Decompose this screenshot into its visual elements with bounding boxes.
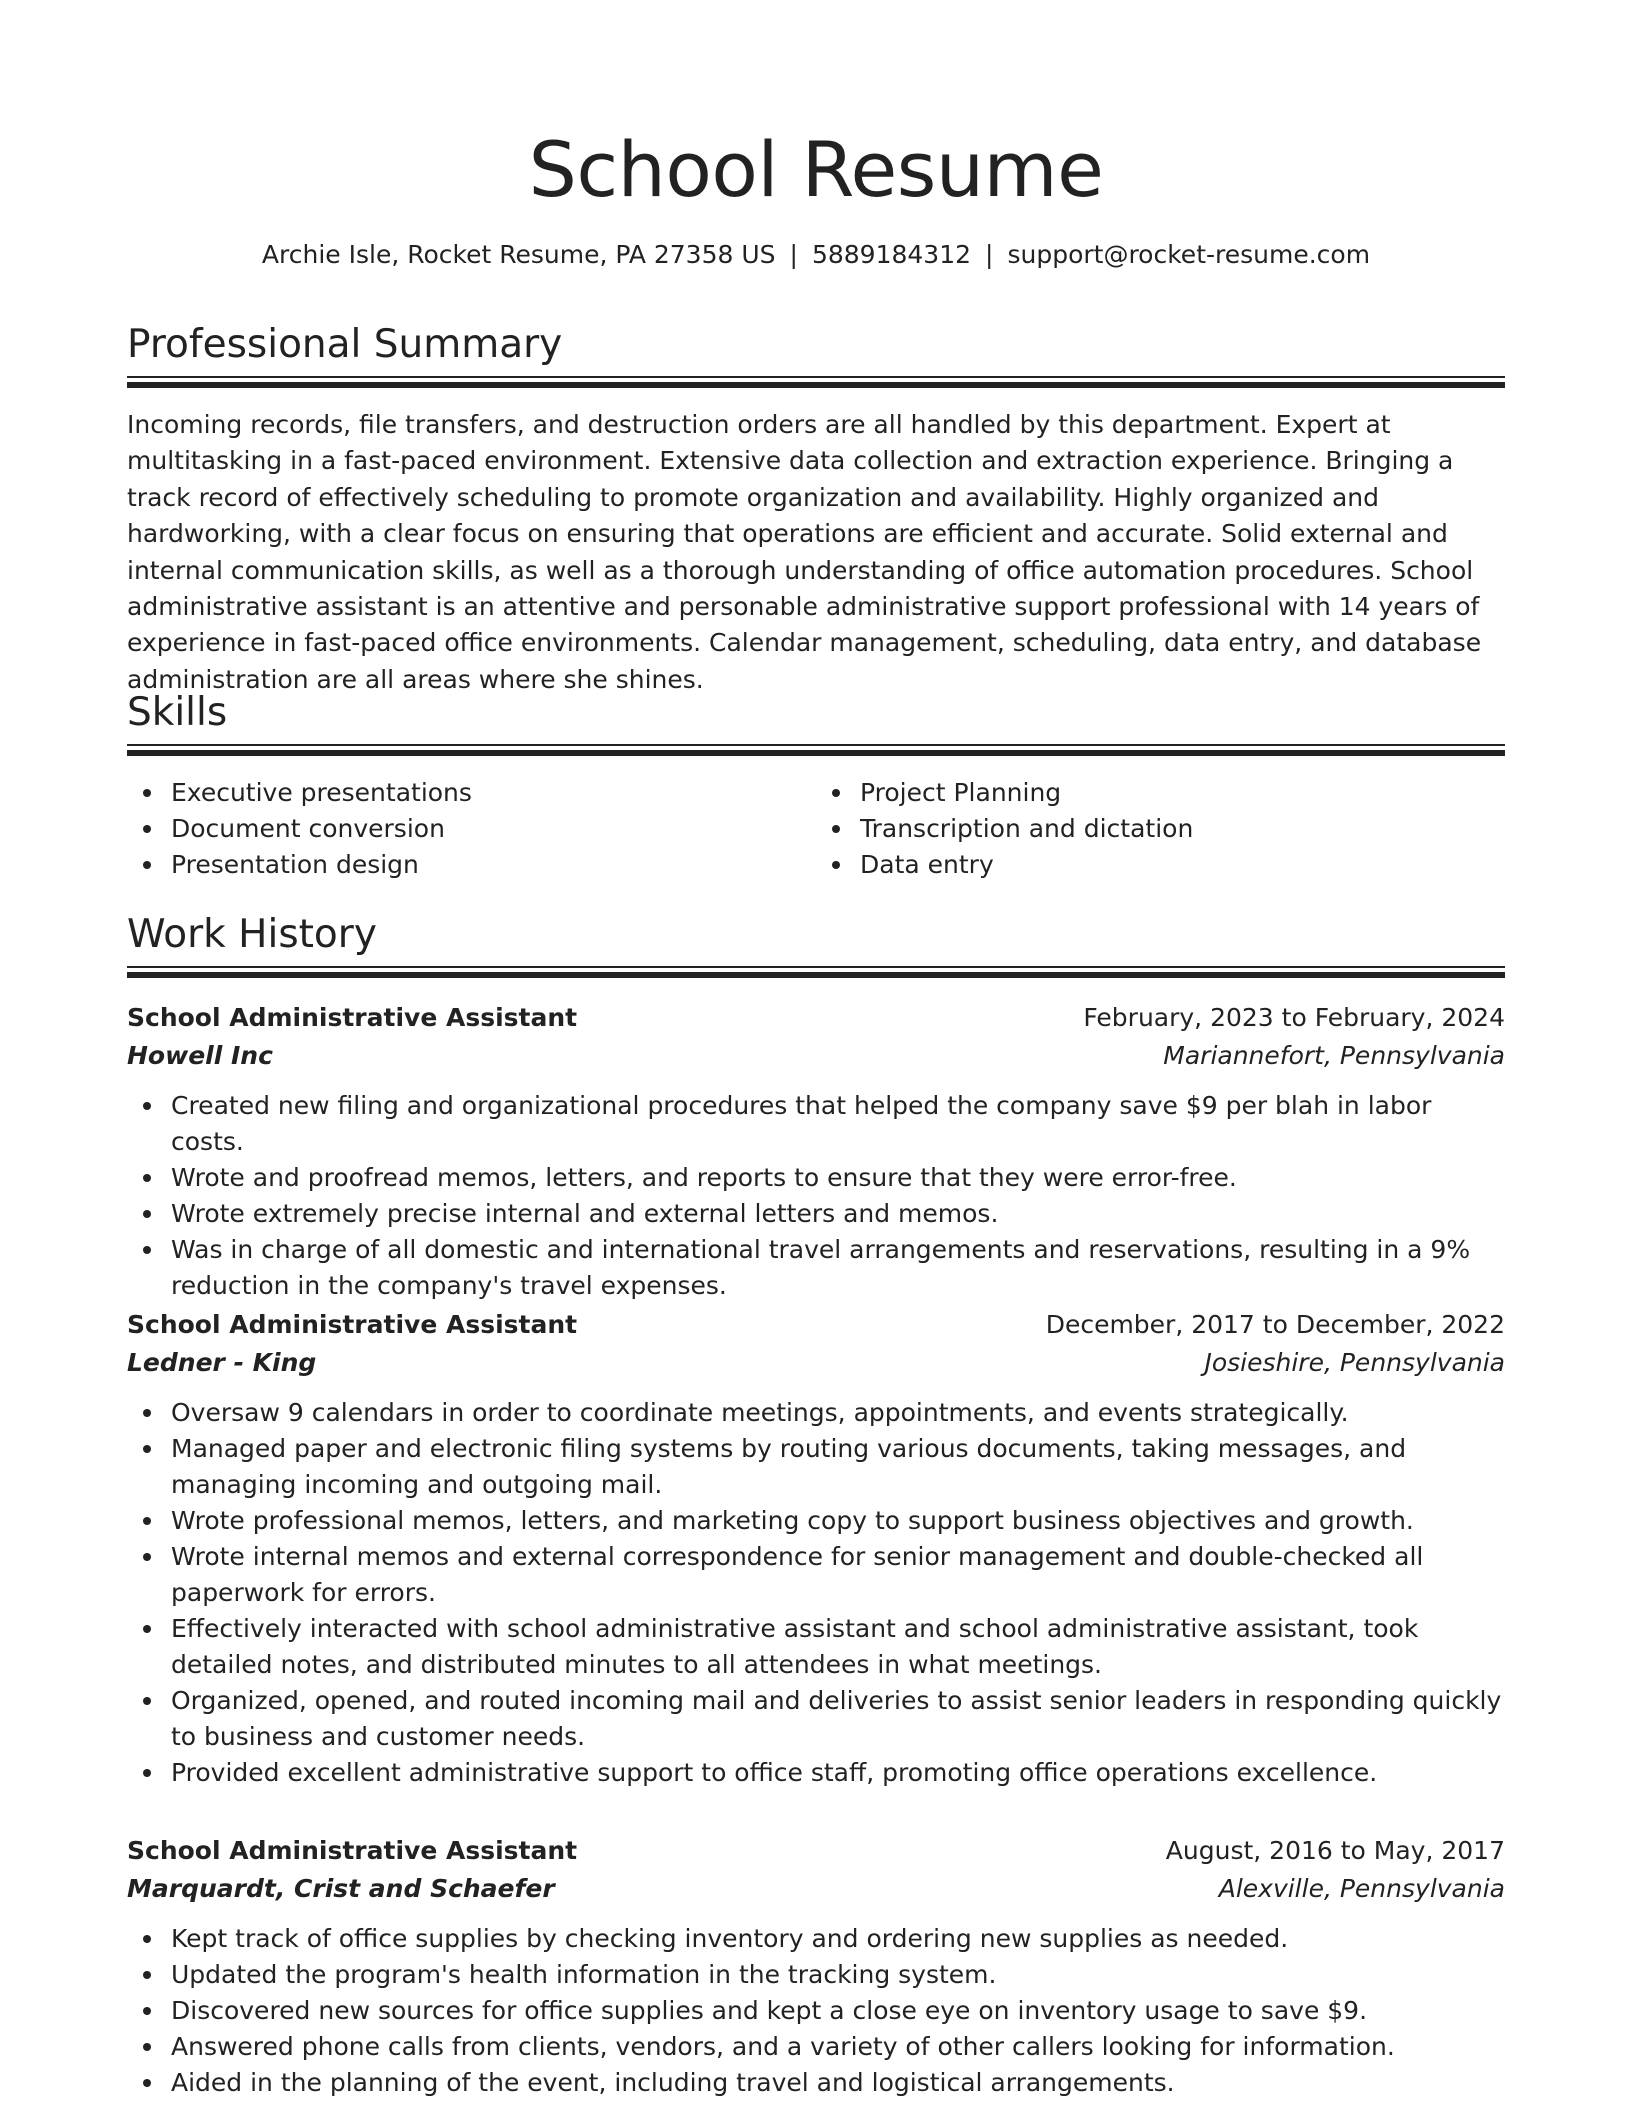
contact-address: Archie Isle, Rocket Resume, PA 27358 US <box>261 240 776 269</box>
job-location: Alexville, Pennsylvania <box>1218 1874 1505 1903</box>
contact-email: support@rocket-resume.com <box>1007 240 1371 269</box>
list-item: Updated the program's health information in the tracking system. <box>127 1957 1505 1993</box>
job-company: Marquardt, Crist and Schaefer <box>127 1874 555 1903</box>
contact-separator: | <box>985 240 994 269</box>
job-subheader <box>127 1870 1505 1908</box>
job-title: School Administrative Assistant <box>127 1836 578 1865</box>
contact-phone: 5889184312 <box>811 240 972 269</box>
list-item: Aided in the planning of the event, including travel and logistical arrangements. <box>127 2065 1505 2101</box>
skills-column-left <box>127 775 816 883</box>
job-header <box>127 1306 1505 1344</box>
job-subheader <box>127 1344 1505 1382</box>
job-company: Ledner - King <box>127 1348 317 1377</box>
list-item: Provided excellent administrative support to office staff, promoting office operations excellence. <box>127 1755 1505 1791</box>
job-header <box>127 1832 1505 1870</box>
skills-column-right <box>816 775 1505 883</box>
skill-item: Data entry <box>816 847 1505 883</box>
contact-line <box>0 238 1632 272</box>
document-title: School Resume <box>528 125 1104 214</box>
summary-text: Incoming records, file transfers, and destruction orders are all handled by this department. Expert at multitasking in a fast-paced environment. Extensive data collection and extraction experience. Bringing a track record of effectively scheduling to promote organization and availability. Highly organized and hardworking, with a clear focus on ensuring that operations are efficient and accurate. Solid external and internal communication skills, as well as a thorough understanding of office automation procedures. School administrative assistant is an attentive and personable administrative support professional with 14 years of experience in fast-paced office environments. Calendar management, scheduling, data entry, and database administration are all areas where she shines. <box>127 410 1482 694</box>
job-company: Howell Inc <box>127 1041 273 1070</box>
list-item: Wrote and proofread memos, letters, and reports to ensure that they were error-free. <box>127 1160 1505 1196</box>
job-bullets <box>127 1088 1505 1304</box>
list-item: Wrote professional memos, letters, and marketing copy to support business objectives and growth. <box>127 1503 1505 1539</box>
list-item: Wrote internal memos and external correspondence for senior management and double-checked all paperwork for errors. <box>127 1539 1505 1611</box>
section-divider <box>127 744 1505 756</box>
job-dates: February, 2023 to February, 2024 <box>1083 1003 1505 1032</box>
job-dates: December, 2017 to December, 2022 <box>1045 1310 1505 1339</box>
list-item: Discovered new sources for office supplies and kept a close eye on inventory usage to save $9. <box>127 1993 1505 2029</box>
list-item: Kept track of office supplies by checking inventory and ordering new supplies as needed. <box>127 1921 1505 1957</box>
list-item: Was in charge of all domestic and international travel arrangements and reservations, resulting in a 9% reduction in the company's travel expenses. <box>127 1232 1505 1304</box>
skills-list <box>127 775 1505 883</box>
job-bullets <box>127 1395 1505 1791</box>
skill-item: Executive presentations <box>127 775 816 811</box>
job-entry <box>127 999 1505 1304</box>
job-header <box>127 999 1505 1037</box>
job-bullets <box>127 1921 1505 2101</box>
job-title: School Administrative Assistant <box>127 1310 578 1339</box>
skill-item: Project Planning <box>816 775 1505 811</box>
job-location: Mariannefort, Pennsylvania <box>1163 1041 1505 1070</box>
summary-heading: Professional Summary <box>127 322 563 367</box>
section-divider <box>127 966 1505 978</box>
list-item: Managed paper and electronic filing systems by routing various documents, taking messages, and managing incoming and outgoing mail. <box>127 1431 1505 1503</box>
skill-item: Transcription and dictation <box>816 811 1505 847</box>
list-item: Created new filing and organizational procedures that helped the company save $9 per blah in labor costs. <box>127 1088 1505 1160</box>
list-item: Oversaw 9 calendars in order to coordinate meetings, appointments, and events strategically. <box>127 1395 1505 1431</box>
skill-item: Document conversion <box>127 811 816 847</box>
list-item: Wrote extremely precise internal and external letters and memos. <box>127 1196 1505 1232</box>
list-item: Effectively interacted with school administrative assistant and school administrative assistant, took detailed notes, and distributed minutes to all attendees in what meetings. <box>127 1611 1505 1683</box>
contact-separator: | <box>789 240 798 269</box>
work-history-heading: Work History <box>127 912 377 957</box>
job-subheader <box>127 1037 1505 1075</box>
list-item: Answered phone calls from clients, vendors, and a variety of other callers looking for information. <box>127 2029 1505 2065</box>
list-item: Organized, opened, and routed incoming mail and deliveries to assist senior leaders in responding quickly to business and customer needs. <box>127 1683 1505 1755</box>
job-dates: August, 2016 to May, 2017 <box>1165 1836 1505 1865</box>
skill-item: Presentation design <box>127 847 816 883</box>
skills-heading: Skills <box>127 690 228 735</box>
job-entry <box>127 1832 1505 2101</box>
job-entry <box>127 1306 1505 1791</box>
job-title: School Administrative Assistant <box>127 1003 578 1032</box>
section-divider <box>127 376 1505 388</box>
job-location: Josieshire, Pennsylvania <box>1204 1348 1505 1377</box>
